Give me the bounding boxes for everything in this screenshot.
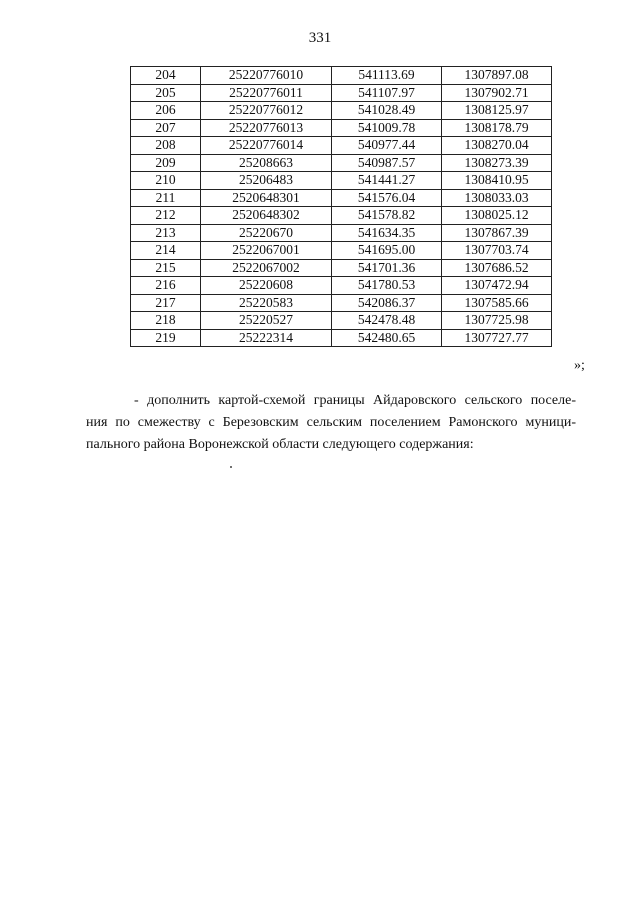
table-row xyxy=(131,329,552,347)
y-coordinate-cell: 1308410.95 xyxy=(442,172,552,190)
point-id-cell: 25220670 xyxy=(201,224,332,242)
point-number-cell: 216 xyxy=(131,277,201,295)
point-id-cell: 2520648301 xyxy=(201,189,332,207)
y-coordinate-cell: 1308178.79 xyxy=(442,119,552,137)
table-row xyxy=(131,207,552,225)
x-coordinate-cell: 541009.78 xyxy=(332,119,442,137)
x-coordinate-cell: 540977.44 xyxy=(332,137,442,155)
x-coordinate-cell: 542480.65 xyxy=(332,329,442,347)
closing-quote: »; xyxy=(574,358,585,373)
x-coordinate-cell: 541028.49 xyxy=(332,102,442,120)
x-coordinate-cell: 542478.48 xyxy=(332,312,442,330)
y-coordinate-cell: 1307472.94 xyxy=(442,277,552,295)
point-id-cell: 25220583 xyxy=(201,294,332,312)
amendment-paragraph xyxy=(86,390,576,456)
point-number-cell: 212 xyxy=(131,207,201,225)
table-row xyxy=(131,312,552,330)
y-coordinate-cell: 1308273.39 xyxy=(442,154,552,172)
y-coordinate-cell: 1308033.03 xyxy=(442,189,552,207)
table-row xyxy=(131,294,552,312)
point-id-cell: 2522067002 xyxy=(201,259,332,277)
point-number-cell: 219 xyxy=(131,329,201,347)
point-id-cell: 25208663 xyxy=(201,154,332,172)
y-coordinate-cell: 1307902.71 xyxy=(442,84,552,102)
x-coordinate-cell: 541780.53 xyxy=(332,277,442,295)
table-row xyxy=(131,259,552,277)
point-number-cell: 213 xyxy=(131,224,201,242)
y-coordinate-cell: 1307585.66 xyxy=(442,294,552,312)
y-coordinate-cell: 1307703.74 xyxy=(442,242,552,260)
y-coordinate-cell: 1308270.04 xyxy=(442,137,552,155)
point-id-cell: 25220527 xyxy=(201,312,332,330)
y-coordinate-cell: 1307867.39 xyxy=(442,224,552,242)
point-id-cell: 25220776014 xyxy=(201,137,332,155)
x-coordinate-cell: 541695.00 xyxy=(332,242,442,260)
point-id-cell: 2520648302 xyxy=(201,207,332,225)
x-coordinate-cell: 541107.97 xyxy=(332,84,442,102)
x-coordinate-cell: 541441.27 xyxy=(332,172,442,190)
paragraph-line: пального района Воронежской области следующего содержания: xyxy=(86,437,474,452)
x-coordinate-cell: 541701.36 xyxy=(332,259,442,277)
table-row xyxy=(131,154,552,172)
point-number-cell: 208 xyxy=(131,137,201,155)
x-coordinate-cell: 541113.69 xyxy=(332,67,442,85)
point-number-cell: 210 xyxy=(131,172,201,190)
table-row xyxy=(131,224,552,242)
x-coordinate-cell: 541576.04 xyxy=(332,189,442,207)
paragraph-line: ния по смежеству с Березовским сельским поселением Рамонского муници- xyxy=(86,415,576,430)
table-row xyxy=(131,277,552,295)
x-coordinate-cell: 541634.35 xyxy=(332,224,442,242)
table-row xyxy=(131,242,552,260)
page-number: 331 xyxy=(308,30,332,46)
point-number-cell: 211 xyxy=(131,189,201,207)
table-row xyxy=(131,119,552,137)
point-id-cell: 25220776011 xyxy=(201,84,332,102)
x-coordinate-cell: 541578.82 xyxy=(332,207,442,225)
point-number-cell: 218 xyxy=(131,312,201,330)
point-id-cell: 25220608 xyxy=(201,277,332,295)
point-id-cell: 25222314 xyxy=(201,329,332,347)
y-coordinate-cell: 1307686.52 xyxy=(442,259,552,277)
coordinates-table xyxy=(130,66,552,347)
point-id-cell: 25206483 xyxy=(201,172,332,190)
point-id-cell: 25220776010 xyxy=(201,67,332,85)
table-row xyxy=(131,137,552,155)
table-row xyxy=(131,102,552,120)
point-id-cell: 25220776012 xyxy=(201,102,332,120)
coordinates-table-body xyxy=(131,67,552,347)
point-number-cell: 209 xyxy=(131,154,201,172)
scan-speck xyxy=(230,466,232,468)
point-number-cell: 205 xyxy=(131,84,201,102)
point-number-cell: 217 xyxy=(131,294,201,312)
y-coordinate-cell: 1308025.12 xyxy=(442,207,552,225)
x-coordinate-cell: 540987.57 xyxy=(332,154,442,172)
table-row xyxy=(131,67,552,85)
point-number-cell: 214 xyxy=(131,242,201,260)
table-row xyxy=(131,189,552,207)
point-number-cell: 215 xyxy=(131,259,201,277)
y-coordinate-cell: 1307727.77 xyxy=(442,329,552,347)
y-coordinate-cell: 1307897.08 xyxy=(442,67,552,85)
point-id-cell: 25220776013 xyxy=(201,119,332,137)
point-number-cell: 207 xyxy=(131,119,201,137)
table-row xyxy=(131,172,552,190)
point-number-cell: 204 xyxy=(131,67,201,85)
point-number-cell: 206 xyxy=(131,102,201,120)
x-coordinate-cell: 542086.37 xyxy=(332,294,442,312)
y-coordinate-cell: 1307725.98 xyxy=(442,312,552,330)
y-coordinate-cell: 1308125.97 xyxy=(442,102,552,120)
point-id-cell: 2522067001 xyxy=(201,242,332,260)
table-row xyxy=(131,84,552,102)
paragraph-line: - дополнить картой-схемой границы Айдаровского сельского поселе- xyxy=(134,393,576,408)
